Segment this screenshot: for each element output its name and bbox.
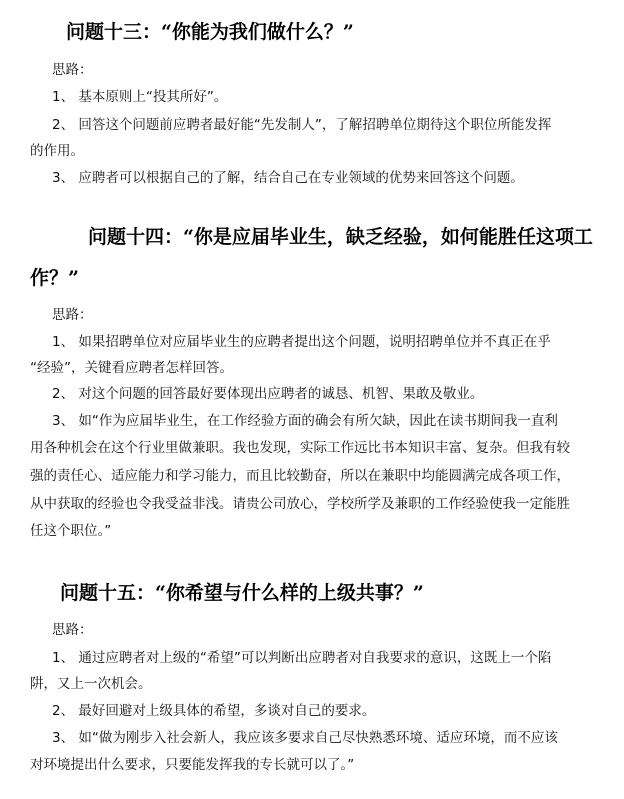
- section-13-heading: 问题十三：“你能为我们做什么？”: [66, 21, 354, 43]
- section-14-label: 思路：: [52, 307, 93, 323]
- section-13-line-4: 3、 应聘者可以根据自己的了解，结合自己在专业领域的优势来回答这个问题。: [52, 170, 524, 186]
- section-14-line-3: 2、 对这个问题的回答最好要体现出应聘者的诚恳、机智、果敢及敬业。: [52, 386, 484, 402]
- section-14-heading: 问题十四：“你是应届毕业生，缺乏经验，如何能胜任这项工: [88, 226, 593, 248]
- section-14-line-7: 从中获取的经验也令我受益非浅。请贵公司放心，学校所学及兼职的工作经验使我一定能胜: [30, 496, 570, 512]
- section-15-heading: 问题十五：“你希望与什么样的上级共事？”: [60, 582, 424, 604]
- section-14-heading-wrap: 作？”: [30, 267, 79, 289]
- section-14-line-6: 强的责任心、适应能力和学习能力，而且比较勤奋，所以在兼职中均能圆满完成各项工作，: [30, 468, 570, 484]
- section-15-line-5: 对环境提出什么要求，只要能发挥我的专长就可以了。”: [30, 757, 355, 773]
- section-15-line-1: 1、 通过应聘者对上级的“希望”可以判断出应聘者对自我要求的意识，这既上一个陷: [52, 650, 552, 666]
- section-14-line-2: “经验”，关键看应聘者怎样回答。: [30, 360, 233, 376]
- section-15-line-3: 2、 最好回避对上级具体的希望，多谈对自己的要求。: [52, 703, 376, 719]
- section-15-line-4: 3、 如“做为刚步入社会新人，我应该多要求自己尽快熟悉环境、适应环境，而不应该: [52, 730, 558, 746]
- section-14-line-4: 3、 如“作为应届毕业生，在工作经验方面的确会有所欠缺，因此在读书期间我一直利: [52, 413, 558, 429]
- section-15-label: 思路：: [52, 622, 93, 638]
- section-15-line-2: 阱，又上一次机会。: [30, 676, 152, 692]
- section-14-line-8: 任这个职位。”: [30, 523, 112, 539]
- section-14-line-5: 用各种机会在这个行业里做兼职。我也发现，实际工作远比书本知识丰富、复杂。但我有较: [30, 440, 570, 456]
- section-13-line-1: 1、 基本原则上“投其所好”。: [52, 89, 228, 105]
- section-13-line-2: 2、 回答这个问题前应聘者最好能“先发制人”，了解招聘单位期待这个职位所能发挥: [52, 117, 552, 133]
- section-13-line-3: 的作用。: [30, 143, 84, 159]
- section-14-line-1: 1、 如果招聘单位对应届毕业生的应聘者提出这个问题，说明招聘单位并不真正在乎: [52, 334, 551, 350]
- section-13-label: 思路：: [52, 62, 93, 78]
